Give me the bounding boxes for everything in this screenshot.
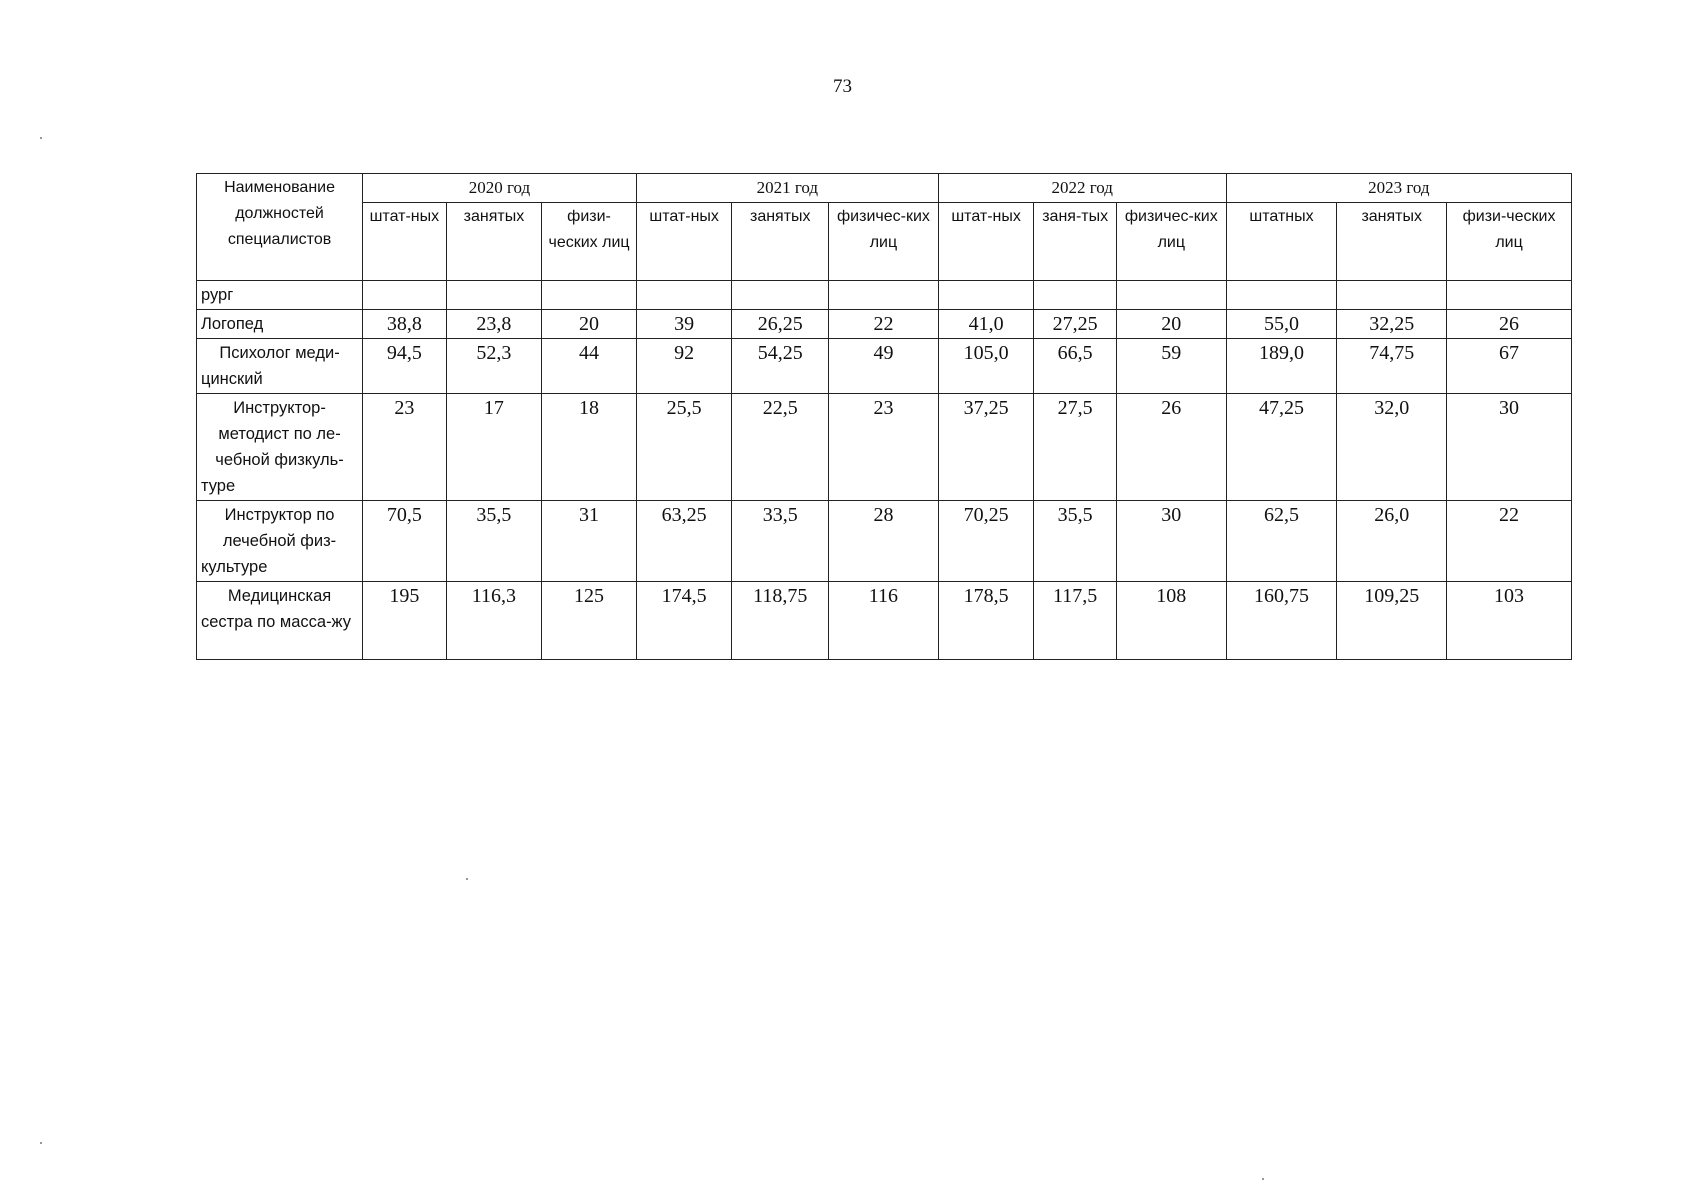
subheader-cell: штат-ных [636,203,732,281]
value-cell: 22 [829,310,939,339]
value-cell [938,281,1034,310]
scan-speck [466,878,468,880]
subheader-cell: штат-ных [363,203,447,281]
position-name-cell: Инструктор-методист по ле-чебной физкуль-туре [197,394,363,501]
value-cell: 23,8 [446,310,542,339]
value-cell: 118,75 [732,582,829,660]
value-cell: 28 [829,501,939,582]
staffing-table [196,173,1572,660]
value-cell: 35,5 [446,501,542,582]
value-cell: 44 [542,339,637,394]
scan-speck [40,1142,42,1144]
value-cell: 32,0 [1337,394,1447,501]
value-cell: 116 [829,582,939,660]
value-cell: 103 [1447,582,1572,660]
value-cell: 26,0 [1337,501,1447,582]
value-cell [446,281,542,310]
value-cell: 26 [1116,394,1226,501]
subheader-cell: занятых [1337,203,1447,281]
value-cell: 17 [446,394,542,501]
table-row [197,339,1572,394]
position-name-cell: Психолог меди-цинский [197,339,363,394]
value-cell: 47,25 [1226,394,1337,501]
value-cell: 18 [542,394,637,501]
subheader-cell: физичес-ких лиц [829,203,939,281]
value-cell: 74,75 [1337,339,1447,394]
value-cell [1447,281,1572,310]
value-cell: 31 [542,501,637,582]
value-cell: 174,5 [636,582,732,660]
position-name-cell: рург [197,281,363,310]
value-cell: 23 [829,394,939,501]
value-cell: 27,25 [1034,310,1117,339]
value-cell: 70,5 [363,501,447,582]
value-cell: 54,25 [732,339,829,394]
value-cell: 26 [1447,310,1572,339]
value-cell: 66,5 [1034,339,1117,394]
value-cell: 195 [363,582,447,660]
value-cell: 94,5 [363,339,447,394]
value-cell: 125 [542,582,637,660]
value-cell: 20 [1116,310,1226,339]
value-cell: 55,0 [1226,310,1337,339]
position-name-cell: Логопед [197,310,363,339]
value-cell [363,281,447,310]
subheader-cell: физи-ческих лиц [542,203,637,281]
value-cell [829,281,939,310]
value-cell: 92 [636,339,732,394]
value-cell: 62,5 [1226,501,1337,582]
subheader-cell: заня-тых [1034,203,1117,281]
value-cell: 30 [1447,394,1572,501]
year-header-row [197,174,1572,203]
table-row [197,281,1572,310]
value-cell: 23 [363,394,447,501]
value-cell: 70,25 [938,501,1034,582]
value-cell: 63,25 [636,501,732,582]
value-cell: 25,5 [636,394,732,501]
value-cell [1034,281,1117,310]
table-row [197,501,1572,582]
value-cell [1337,281,1447,310]
value-cell: 30 [1116,501,1226,582]
value-cell: 108 [1116,582,1226,660]
value-cell [1226,281,1337,310]
value-cell: 38,8 [363,310,447,339]
year-header-2023: 2023 год [1226,174,1571,203]
subheader-cell: физичес-ких лиц [1116,203,1226,281]
position-name-cell: Медицинская сестра по масса-жу [197,582,363,660]
scan-speck [1262,1178,1264,1180]
value-cell: 20 [542,310,637,339]
value-cell [542,281,637,310]
table-body [197,281,1572,660]
value-cell: 160,75 [1226,582,1337,660]
value-cell: 67 [1447,339,1572,394]
table-row [197,394,1572,501]
value-cell: 49 [829,339,939,394]
value-cell: 109,25 [1337,582,1447,660]
value-cell: 32,25 [1337,310,1447,339]
subheader-cell: штатных [1226,203,1337,281]
subheader-cell: штат-ных [938,203,1034,281]
position-name-header: Наименование должностей специалистов [197,174,363,281]
value-cell: 26,25 [732,310,829,339]
value-cell: 189,0 [1226,339,1337,394]
subheader-cell: физи-ческих лиц [1447,203,1572,281]
subheader-cell: занятых [446,203,542,281]
year-header-2022: 2022 год [938,174,1226,203]
table-row [197,310,1572,339]
value-cell [636,281,732,310]
page-number: 73 [833,76,852,97]
value-cell: 27,5 [1034,394,1117,501]
value-cell: 116,3 [446,582,542,660]
position-name-cell: Инструктор по лечебной физ-культуре [197,501,363,582]
value-cell: 22,5 [732,394,829,501]
value-cell: 39 [636,310,732,339]
value-cell [1116,281,1226,310]
scan-speck [40,137,42,139]
value-cell: 35,5 [1034,501,1117,582]
value-cell [732,281,829,310]
value-cell: 52,3 [446,339,542,394]
value-cell: 59 [1116,339,1226,394]
value-cell: 22 [1447,501,1572,582]
value-cell: 41,0 [938,310,1034,339]
subheader-cell: занятых [732,203,829,281]
year-header-2021: 2021 год [636,174,938,203]
value-cell: 33,5 [732,501,829,582]
subheader-row [197,203,1572,281]
value-cell: 37,25 [938,394,1034,501]
value-cell: 178,5 [938,582,1034,660]
value-cell: 105,0 [938,339,1034,394]
table-row [197,582,1572,660]
value-cell: 117,5 [1034,582,1117,660]
year-header-2020: 2020 год [363,174,637,203]
